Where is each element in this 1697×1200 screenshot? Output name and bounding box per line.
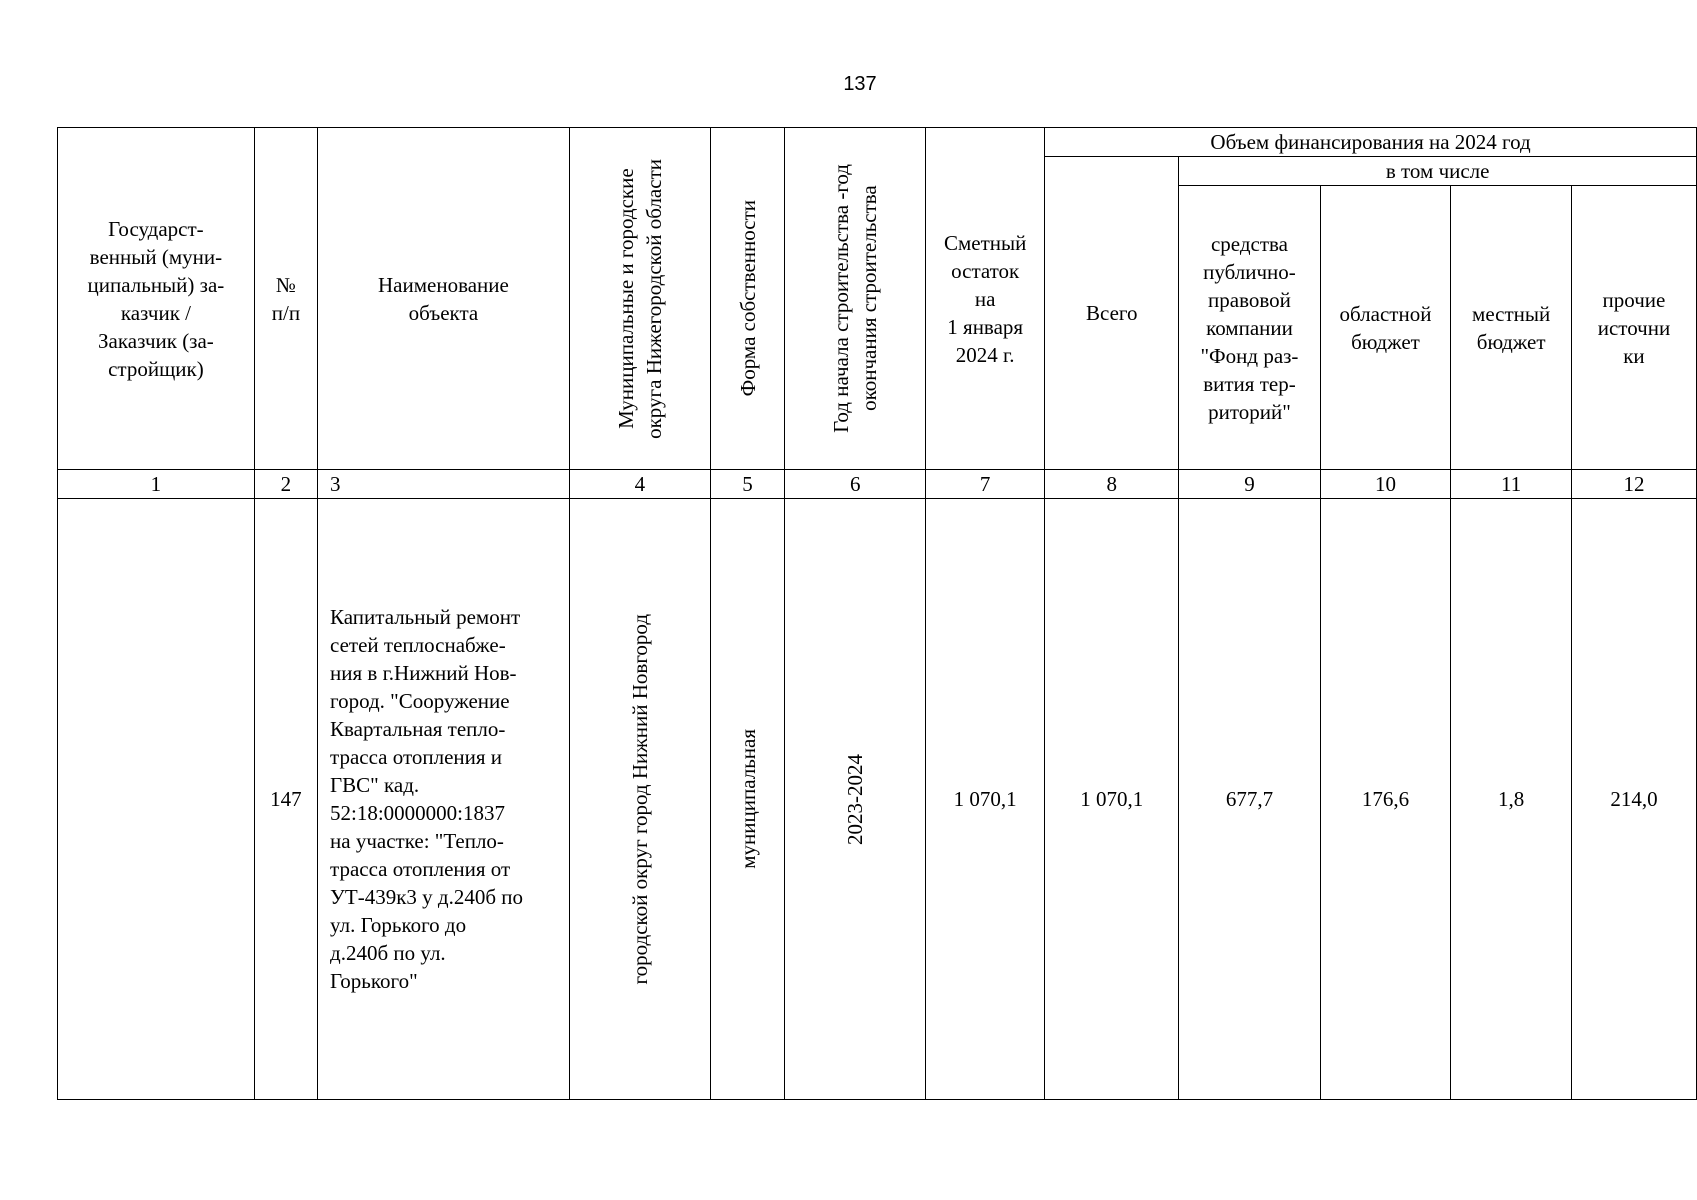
cell-total: 1 070,1 bbox=[1045, 499, 1179, 1100]
cell-estimated-balance: 1 070,1 bbox=[926, 499, 1045, 1100]
column-number: 3 bbox=[318, 470, 570, 499]
column-number: 11 bbox=[1451, 470, 1572, 499]
column-number: 10 bbox=[1320, 470, 1451, 499]
cell-ownership: муниципальная bbox=[710, 499, 784, 1100]
header-including: в том числе bbox=[1179, 157, 1697, 186]
cell-customer bbox=[58, 499, 255, 1100]
financing-table-container bbox=[57, 127, 1697, 1100]
column-number: 5 bbox=[710, 470, 784, 499]
header-municipality: Муниципальные и городские округа Нижегородской области bbox=[569, 128, 710, 470]
header-total: Всего bbox=[1045, 157, 1179, 470]
header-other: прочие источни ки bbox=[1571, 186, 1696, 470]
cell-local: 1,8 bbox=[1451, 499, 1572, 1100]
column-number: 4 bbox=[569, 470, 710, 499]
header-number: № п/п bbox=[254, 128, 317, 470]
cell-other: 214,0 bbox=[1571, 499, 1696, 1100]
header-object-name: Наименование объекта bbox=[318, 128, 570, 470]
cell-number: 147 bbox=[254, 499, 317, 1100]
column-number: 7 bbox=[926, 470, 1045, 499]
column-number: 1 bbox=[58, 470, 255, 499]
header-ownership: Форма собственности bbox=[710, 128, 784, 470]
header-estimated-balance: Сметный остаток на 1 января 2024 г. bbox=[926, 128, 1045, 470]
cell-years: 2023-2024 bbox=[785, 499, 926, 1100]
column-numbers-row bbox=[58, 470, 1697, 499]
header-local: местный бюджет bbox=[1451, 186, 1572, 470]
header-funding-group: Объем финансирования на 2024 год bbox=[1045, 128, 1697, 157]
cell-regional: 176,6 bbox=[1320, 499, 1451, 1100]
column-number: 6 bbox=[785, 470, 926, 499]
column-number: 2 bbox=[254, 470, 317, 499]
column-number: 12 bbox=[1571, 470, 1696, 499]
cell-object-name: Капитальный ремонт сетей теплоснабже- ния в г.Нижний Нов- город. "Сооружение Квартальная тепло- трасса отопления и ГВС" кад. 52:18:0000000:1837 на участке: "Тепло- трасса отопления от УТ-439к3 у д.240б по ул. Горького до д.240б по ул. Горького" bbox=[318, 499, 570, 1100]
header-regional: областной бюджет bbox=[1320, 186, 1451, 470]
financing-table bbox=[57, 127, 1697, 1100]
header-years: Год начала строительства -год окончания строительства bbox=[785, 128, 926, 470]
cell-municipality: городской округ город Нижний Новгород bbox=[569, 499, 710, 1100]
cell-fund: 677,7 bbox=[1179, 499, 1320, 1100]
page-number: 137 bbox=[843, 73, 877, 95]
header-fund: средства публично- правовой компании "Фонд раз- вития тер- риторий" bbox=[1179, 186, 1320, 470]
column-number: 9 bbox=[1179, 470, 1320, 499]
column-number: 8 bbox=[1045, 470, 1179, 499]
header-customer: Государст- венный (муни- ципальный) за- казчик / Заказчик (за- стройщик) bbox=[58, 128, 255, 470]
table-row bbox=[58, 499, 1697, 1100]
